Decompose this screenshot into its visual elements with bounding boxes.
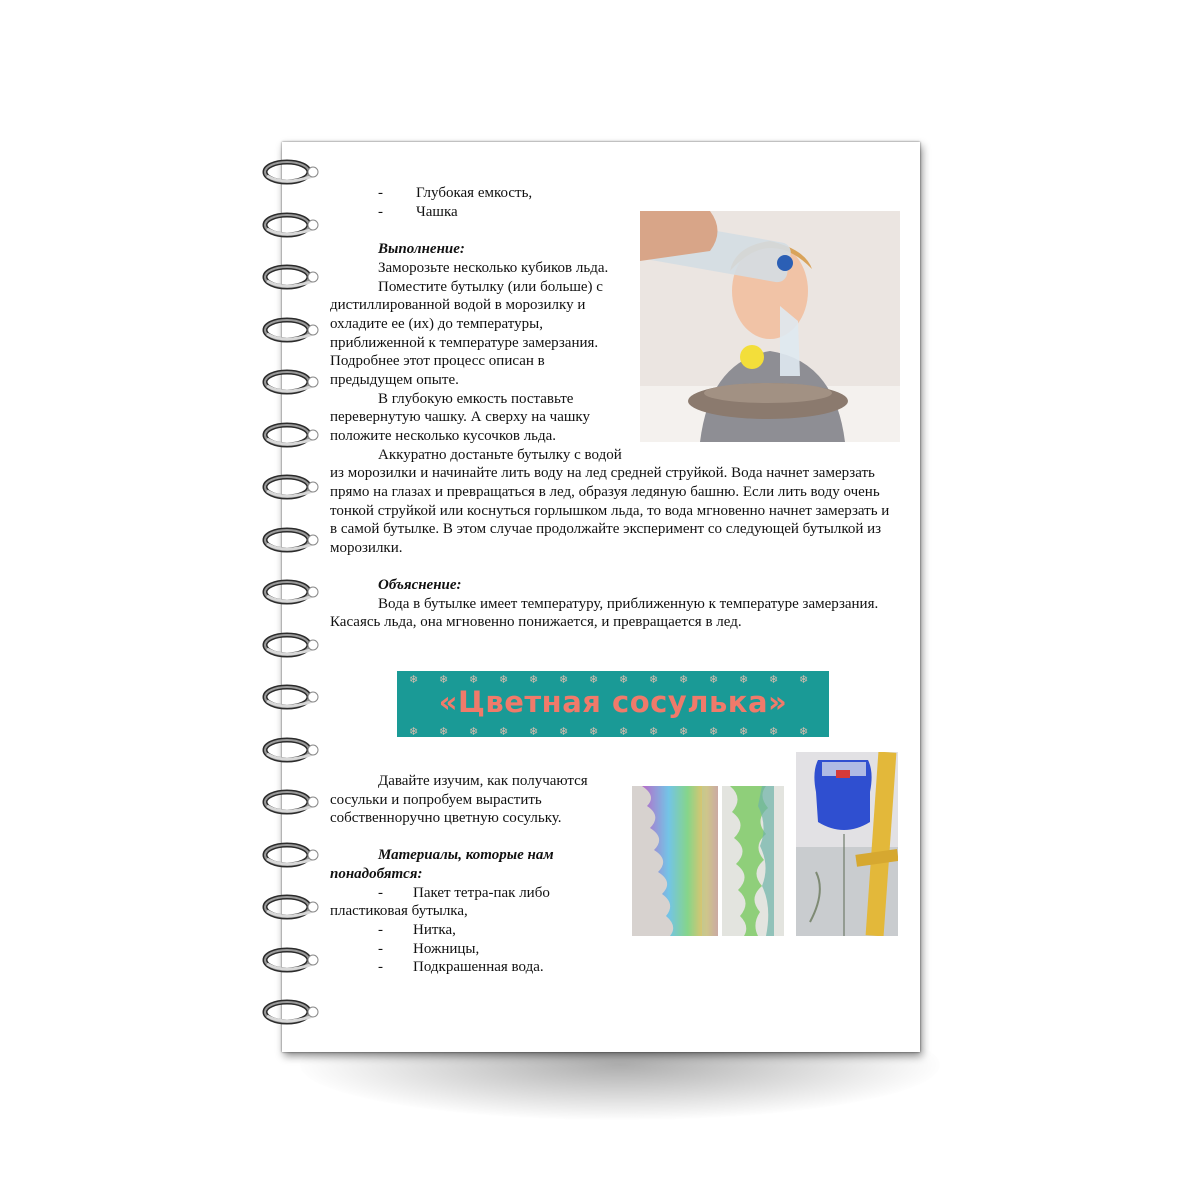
snowflake-icon: ❄ [469,673,479,686]
snowflake-icon: ❄ [739,673,749,686]
paragraph-line: Аккуратно достаньте бутылку с водой [378,447,622,463]
paragraph-line: Подробнее этот процесс описан в [330,353,545,369]
photo-illustration [640,211,900,442]
paragraph-line: Поместите бутылку (или больше) с [378,279,603,295]
bottle-photo [796,752,898,936]
spiral-ring [255,413,327,457]
list-dash: - [378,204,383,220]
icicle-photo-1 [632,786,718,936]
spiral-ring [255,938,327,982]
paragraph-line: перевернутую чашку. А сверху на чашку [330,409,590,425]
snowflake-icon: ❄ [559,725,569,737]
list-item: Ножницы, [413,941,480,957]
spiral-ring [255,255,327,299]
snowflake-icon: ❄ [439,725,449,737]
snowflake-icon: ❄ [679,725,689,737]
snowflake-icon: ❄ [619,673,629,686]
list-item: Подкрашенная вода. [413,959,544,975]
snowflake-icon: ❄ [499,673,509,686]
list-item: пластиковая бутылка, [330,903,468,919]
snowflake-icon: ❄ [589,725,599,737]
list-dash: - [378,959,383,975]
list-dash: - [378,941,383,957]
spiral-binding [255,150,335,1050]
paragraph-line: Давайте изучим, как получаются [378,773,588,789]
snowflake-icon: ❄ [409,673,419,686]
snowflake-icon: ❄ [799,725,809,737]
paragraph-line: В глубокую емкость поставьте [378,391,574,407]
spiral-ring [255,885,327,929]
section-banner [397,671,829,737]
photo-illustration [632,786,718,936]
snowflake-icon: ❄ [709,673,719,686]
snowflake-icon: ❄ [649,673,659,686]
spiral-ring [255,203,327,247]
spiral-ring [255,675,327,719]
snowflake-icon: ❄ [439,673,449,686]
spiral-ring [255,780,327,824]
paragraph-line: тонкой струйкой или коснуться горлышком льда, то вода мгновенно начнет замерзать и [330,503,890,519]
list-item: Нитка, [413,922,456,938]
snowflake-icon: ❄ [589,673,599,686]
snowflake-icon: ❄ [499,725,509,737]
paragraph-line: Вода в бутылке имеет температуру, приближенную к температуре замерзания. [378,596,879,612]
paragraph-line: прямо на глазах и превращаться в лед, образуя ледяную башню. Если лить воду очень [330,484,880,500]
snowflake-icon: ❄ [559,673,569,686]
paragraph-line: предыдущем опыте. [330,372,459,388]
spiral-ring [255,990,327,1034]
paragraph-line: собственноручно цветную сосульку. [330,810,562,826]
snowflake-icon: ❄ [529,725,539,737]
spiral-ring [255,308,327,352]
section-heading: Объяснение: [378,577,462,593]
snowflake-icon: ❄ [619,725,629,737]
paragraph-line: в самой бутылке. В этом случае продолжайте эксперимент со следующей бутылкой из [330,521,882,537]
snowflake-icon: ❄ [769,725,779,737]
spiral-ring [255,518,327,562]
snowflake-icon: ❄ [709,725,719,737]
paragraph-line: положите несколько кусочков льда. [330,428,557,444]
paragraph-line: охладите ее (их) до температуры, [330,316,543,332]
section-heading: понадобятся: [330,866,423,882]
list-item: Пакет тетра-пак либо [413,885,550,901]
paragraph-line: Заморозьте несколько кубиков льда. [378,260,609,276]
snowflake-icon: ❄ [469,725,479,737]
photo-illustration [722,786,784,936]
experiment-photo [640,211,900,442]
spiral-ring [255,465,327,509]
snowflake-icon: ❄ [679,673,689,686]
paragraph-line: приближенной к температуре замерзания. [330,335,599,351]
section-heading: Материалы, которые нам [378,847,554,863]
spiral-ring [255,570,327,614]
paragraph-line: дистиллированной водой в морозилку и [330,297,586,313]
icicle-photo-2 [722,786,784,936]
list-dash: - [378,185,383,201]
paragraph-line: Касаясь льда, она мгновенно понижается, и превращается в лед. [330,614,742,630]
spiral-ring [255,360,327,404]
spiral-ring [255,728,327,772]
list-dash: - [378,885,383,901]
list-item: Чашка [416,204,458,220]
spiral-ring [255,623,327,667]
spiral-ring [255,150,327,194]
snowflake-icon: ❄ [769,673,779,686]
list-item: Глубокая емкость, [416,185,533,201]
snowflake-icon: ❄ [739,725,749,737]
paragraph-line: морозилки. [330,540,403,556]
snowflake-icon: ❄ [529,673,539,686]
list-dash: - [378,922,383,938]
snowflake-icon: ❄ [409,725,419,737]
spiral-ring [255,833,327,877]
paragraph-line: сосульки и попробуем вырастить [330,792,542,808]
photo-illustration [796,752,898,936]
section-heading: Выполнение: [378,241,465,257]
banner-title: «Цветная сосулька» [438,685,788,719]
snowflake-icon: ❄ [649,725,659,737]
paragraph-line: из морозилки и начинайте лить воду на лед средней струйкой. Вода начнет замерзать [330,465,875,481]
snowflake-icon: ❄ [799,673,809,686]
